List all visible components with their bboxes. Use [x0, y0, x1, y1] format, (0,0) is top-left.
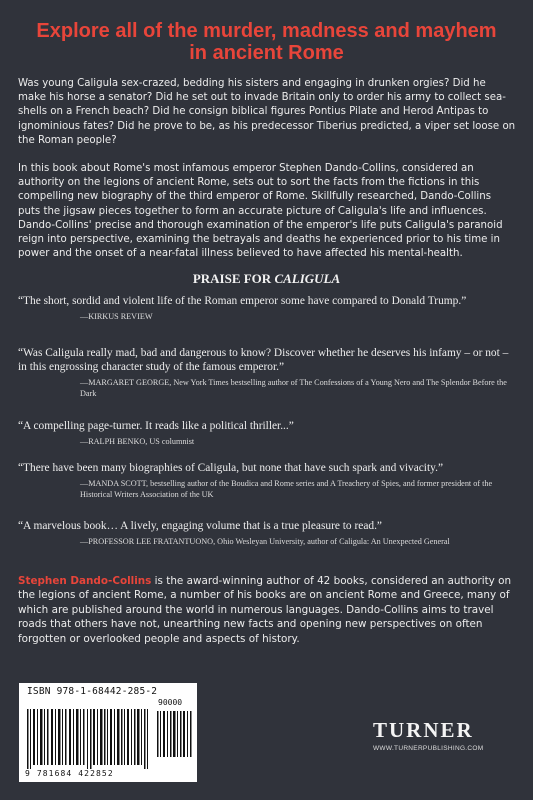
praise-quote	[18, 519, 518, 547]
publisher-name: TURNER	[373, 718, 474, 742]
isbn-label: ISBN 978-1-68442-285-2	[27, 686, 158, 697]
praise-quote	[18, 419, 518, 447]
quote-text: “The short, sordid and violent life of the Roman emperor some have compared to Donald Trump.”	[18, 295, 467, 307]
praise-heading-prefix: PRAISE FOR	[192, 271, 275, 286]
synopsis-paragraph: In this book about Rome's most infamous emperor Stephen Dando-Collins, considered an authority on the legions of ancient Rome, sets out to sort the facts from the fictions in this compelling new biography of the third emperor of Rome. Skillfully researched, Dando-Collins puts the jigsaw pieces together to form an accurate picture of Caligula's life and influences. Dando-Collins' precise and thorough examination of the emperor's life puts Caligula's paranoid reign into perspective, examining the betrayals and deaths he experienced prior to his time in power and the onset of a near-fatal illness believed to have affected his mental-health.	[18, 163, 503, 260]
quote-attribution: —MARGARET GEORGE, New York Times bestselling author of The Confessions of a Young Nero and The Splendor Before the Dark	[80, 378, 507, 398]
praise-quote	[18, 294, 518, 322]
author-name: Stephen Dando-Collins	[18, 575, 152, 587]
ean-digits: 9 781684 422852	[25, 769, 114, 778]
author-bio	[18, 574, 518, 646]
author-bio-text: is the award-winning author of 42 books, considered an authority on the legions of ancient Rome, a number of his books are on ancient Rome and Greece, many of which are published around the world in numerous languages. Dando-Collins aims to travel roads that others have not, unearthing new facts and opening new perspectives on often forgotten or overlooked people and aspects of history.	[18, 575, 512, 645]
quote-text: “Was Caligula really mad, bad and dangerous to know? Discover whether he deserves his infamy – or not – in this engrossing character study of the famous emperor.”	[18, 347, 509, 373]
headline-line-2: in ancient Rome	[189, 42, 344, 64]
praise-quote	[18, 346, 518, 399]
headline-line-1: Explore all of the murder, madness and mayhem	[36, 20, 497, 42]
intro-paragraph: Was young Caligula sex-crazed, bedding his sisters and engaging in drunken orgies? Did he make his horse a senator? Did he set out to invade Britain only to order his army to collect sea-shells on a French beach? Did he consign biblical figures Pontius Pilate and Herod Antipas to ignominious fates? Did he prove to be, as his predecessor Tiberius predicted, a viper set loose on the Roman people?	[18, 78, 516, 146]
price-code: 90000	[158, 698, 183, 707]
publisher-logo	[373, 718, 513, 752]
quote-text: “There have been many biographies of Caligula, but none that have such spark and vivacity.”	[18, 462, 443, 474]
quote-attribution: —KIRKUS REVIEW	[80, 312, 153, 321]
publisher-url: WWW.TURNERPUBLISHING.COM	[373, 745, 484, 752]
praise-quote	[18, 461, 518, 500]
quote-attribution: —MANDA SCOTT, bestselling author of the Boudica and Rome series and A Treachery of Spies, and former president of the Historical Writers Association of the UK	[80, 479, 493, 499]
headline	[20, 20, 513, 64]
quote-text: “A marvelous book… A lively, engaging volume that is a true pleasure to read.”	[18, 520, 382, 532]
barcode-bars-graphic	[25, 697, 195, 769]
quote-attribution: —RALPH BENKO, US columnist	[80, 437, 195, 446]
praise-heading-book-title: CALIGULA	[274, 271, 341, 286]
quote-text: “A compelling page-turner. It reads like a political thriller...”	[18, 420, 294, 432]
praise-heading	[0, 271, 533, 287]
quote-attribution: —PROFESSOR LEE FRATANTUONO, Ohio Wesleyan University, author of Caligula: An Unexpected General	[80, 537, 450, 546]
barcode	[19, 683, 197, 782]
